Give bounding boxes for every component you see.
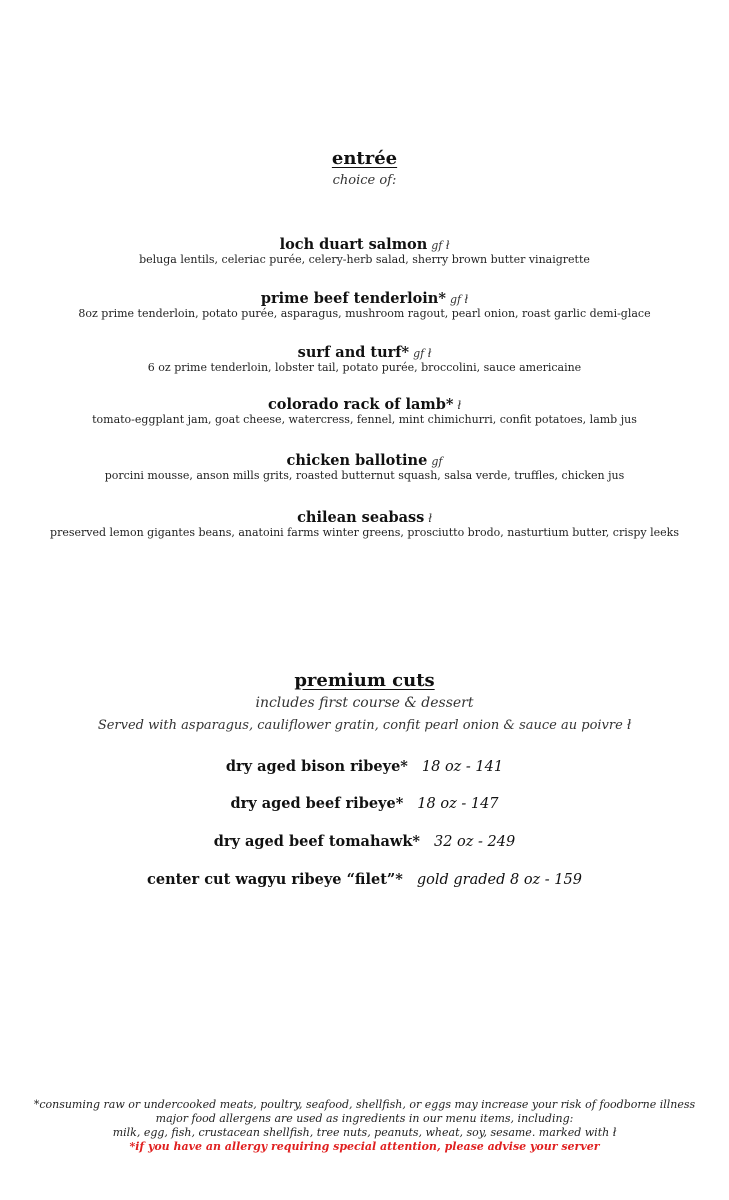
- menu-item: [0, 290, 729, 320]
- menu-item: [0, 452, 729, 482]
- raw-food-warning: *consuming raw or undercooked meats, poultry, seafood, shellfish, or eggs may increase your risk of foodborne illness: [33, 1098, 696, 1111]
- dietary-tag: gf ł: [449, 293, 469, 306]
- item-description: beluga lentils, celeriac purée, celery-herb salad, sherry brown butter vinaigrette: [139, 253, 590, 266]
- dietary-tag: gf ł: [431, 239, 450, 252]
- cut-detail: 32 oz - 249: [434, 834, 516, 850]
- allergy-notice: *if you have an allergy requiring special attention, please advise your server: [129, 1140, 600, 1153]
- cut-name: dry aged beef tomahawk*: [213, 833, 420, 850]
- dietary-tag: ł: [428, 512, 432, 525]
- premium-subtitle: includes first course & dessert: [255, 695, 474, 711]
- dietary-tag: gf: [431, 455, 443, 468]
- menu-item: [0, 236, 729, 266]
- entree-title: entrée: [331, 148, 398, 169]
- item-description: 8oz prime tenderloin, potato purée, asparagus, mushroom ragout, pearl onion, roast garlic demi-glace: [78, 307, 651, 320]
- allergen-intro: major food allergens are used as ingredients in our menu items, including:: [155, 1112, 574, 1125]
- item-description: porcini mousse, anson mills grits, roasted butternut squash, salsa verde, truffles, chicken jus: [104, 469, 625, 482]
- menu-item: [0, 344, 729, 374]
- cut-name: dry aged beef ribeye*: [230, 795, 404, 812]
- premium-cut-row: [0, 758, 729, 775]
- premium-cut-row: [0, 871, 729, 888]
- item-name: surf and turf*: [297, 344, 410, 361]
- cut-detail: gold graded 8 oz - 159: [416, 872, 582, 888]
- cut-name: dry aged bison ribeye*: [225, 758, 408, 775]
- item-description: tomato-eggplant jam, goat cheese, watercress, fennel, mint chimichurri, confit potatoes, lamb jus: [92, 413, 637, 426]
- item-name: prime beef tenderloin*: [260, 290, 446, 307]
- cut-detail: 18 oz - 147: [417, 796, 499, 812]
- item-name: colorado rack of lamb*: [267, 396, 454, 413]
- menu-item: [0, 509, 729, 539]
- cut-name: center cut wagyu ribeye “filet”*: [147, 871, 403, 888]
- item-name: chicken ballotine: [286, 452, 428, 469]
- dietary-tag: gf ł: [413, 347, 432, 360]
- allergen-list: milk, egg, fish, crustacean shellfish, tree nuts, peanuts, wheat, soy, sesame. marked with ł: [112, 1126, 617, 1139]
- premium-cut-row: [0, 833, 729, 850]
- item-description: 6 oz prime tenderloin, lobster tail, potato purée, broccolini, sauce americaine: [147, 361, 582, 374]
- item-description: preserved lemon gigantes beans, anatoini farms winter greens, prosciutto brodo, nasturtium butter, crispy leeks: [50, 526, 679, 539]
- menu-item: [0, 396, 729, 426]
- premium-title: premium cuts: [294, 670, 435, 691]
- premium-cut-row: [0, 795, 729, 812]
- footer-disclaimer: [0, 1098, 729, 1153]
- item-name: loch duart salmon: [279, 236, 428, 253]
- cut-detail: 18 oz - 141: [421, 759, 504, 775]
- dietary-tag: ł: [457, 399, 462, 412]
- entree-subtitle: choice of:: [332, 173, 397, 188]
- item-name: chilean seabass: [297, 509, 425, 526]
- served-with-note: Served with asparagus, cauliflower gratin, confit pearl onion & sauce au poivre ł: [97, 718, 632, 733]
